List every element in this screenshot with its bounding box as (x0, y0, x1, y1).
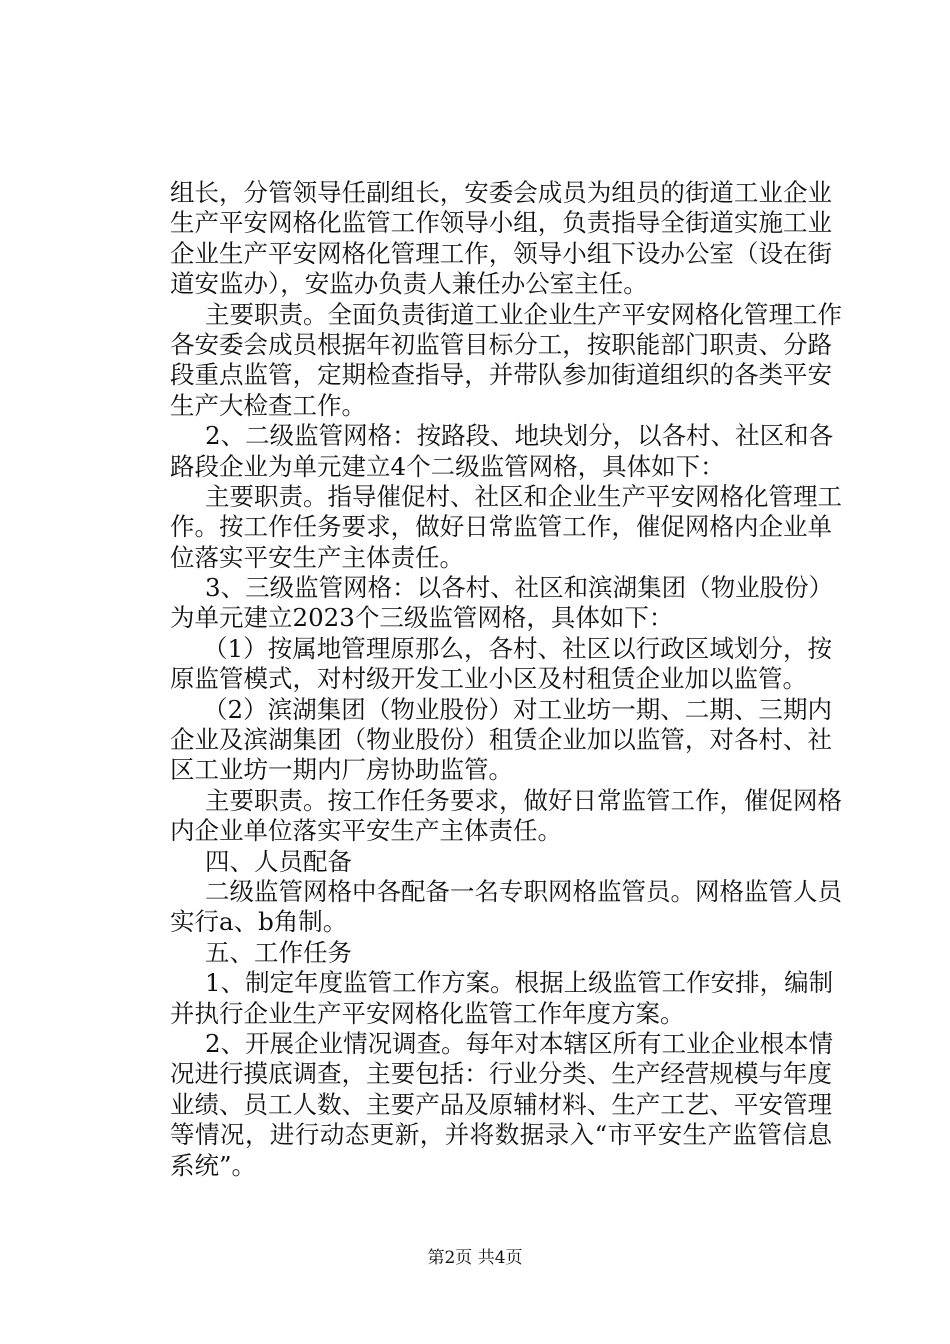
text-line: 位落实平安生产主体责任。 (170, 542, 464, 572)
text-line: 生产平安网格化监管工作领导小组，负责指导全街道实施工业 (170, 208, 832, 238)
document-body (170, 178, 842, 1181)
text-line: 区工业坊一期内厂房协助监管。 (170, 755, 513, 785)
text-line: 生产大检查工作。 (170, 390, 366, 420)
text-line: 3、三级监管网格：以各村、社区和滨湖集团（物业股份） (205, 573, 834, 603)
text-line: 路段企业为单元建立4个二级监管网格，具体如下： (170, 451, 725, 481)
text-line: 企业及滨湖集团（物业股份）租赁企业加以监管，对各村、社 (170, 725, 832, 755)
text-line: 组长，分管领导任副组长，安委会成员为组员的街道工业企业 (170, 178, 832, 207)
text-line: 各安委会成员根据年初监管目标分工，按职能部门职责、分路 (170, 329, 832, 359)
text-line: 业绩、员工人数、主要产品及原辅材料、生产工艺、平安管理 (170, 1089, 832, 1119)
text-line: （1）按属地管理原那么，各村、社区以行政区域划分，按 (203, 633, 832, 663)
text-line: 并执行企业生产平安网格化监管工作年度方案。 (170, 998, 685, 1028)
text-line: 等情况，进行动态更新，并将数据录入“市平安生产监管信息 (170, 1120, 832, 1150)
text-line: （2）滨湖集团（物业股份）对工业坊一期、二期、三期内 (203, 694, 832, 724)
text-line: 主要职责。按工作任务要求，做好日常监管工作，催促网格 (205, 785, 842, 815)
text-line: 企业生产平安网格化管理工作，领导小组下设办公室（设在街 (170, 238, 832, 268)
text-line: 主要职责。全面负责街道工业企业生产平安网格化管理工作 (205, 299, 842, 329)
text-line: 系统”。 (170, 1150, 257, 1180)
text-line: 实行a、b角制。 (170, 907, 348, 937)
section-heading: 四、人员配备 (205, 846, 352, 876)
text-line: 作。按工作任务要求，做好日常监管工作，催促网格内企业单 (170, 512, 832, 542)
text-line: 道安监办），安监办负责人兼任办公室主任。 (170, 269, 648, 299)
page-number-footer: 第2页 共4页 (427, 1248, 523, 1268)
text-line: 段重点监管，定期检查指导，并带队参加街道组织的各类平安 (170, 360, 832, 390)
text-line: 况进行摸底调查，主要包括：行业分类、生产经营规模与年度 (170, 1059, 832, 1089)
text-line: 内企业单位落实平安生产主体责任。 (170, 816, 562, 846)
text-line: 二级监管网格中各配备一名专职网格监管员。网格监管人员 (205, 876, 842, 906)
text-line: 2、开展企业情况调查。每年对本辖区所有工业企业根本情 (205, 1028, 834, 1058)
text-line: 为单元建立2023个三级监管网格，具体如下： (170, 603, 674, 633)
text-line: 2、二级监管网格：按路段、地块划分，以各村、社区和各 (205, 421, 834, 451)
text-line: 原监管模式，对村级开发工业小区及村租赁企业加以监管。 (170, 664, 807, 694)
section-heading: 五、工作任务 (205, 937, 352, 967)
text-line: 主要职责。指导催促村、社区和企业生产平安网格化管理工 (205, 481, 842, 511)
text-line: 1、制定年度监管工作方案。根据上级监管工作安排，编制 (205, 968, 834, 998)
